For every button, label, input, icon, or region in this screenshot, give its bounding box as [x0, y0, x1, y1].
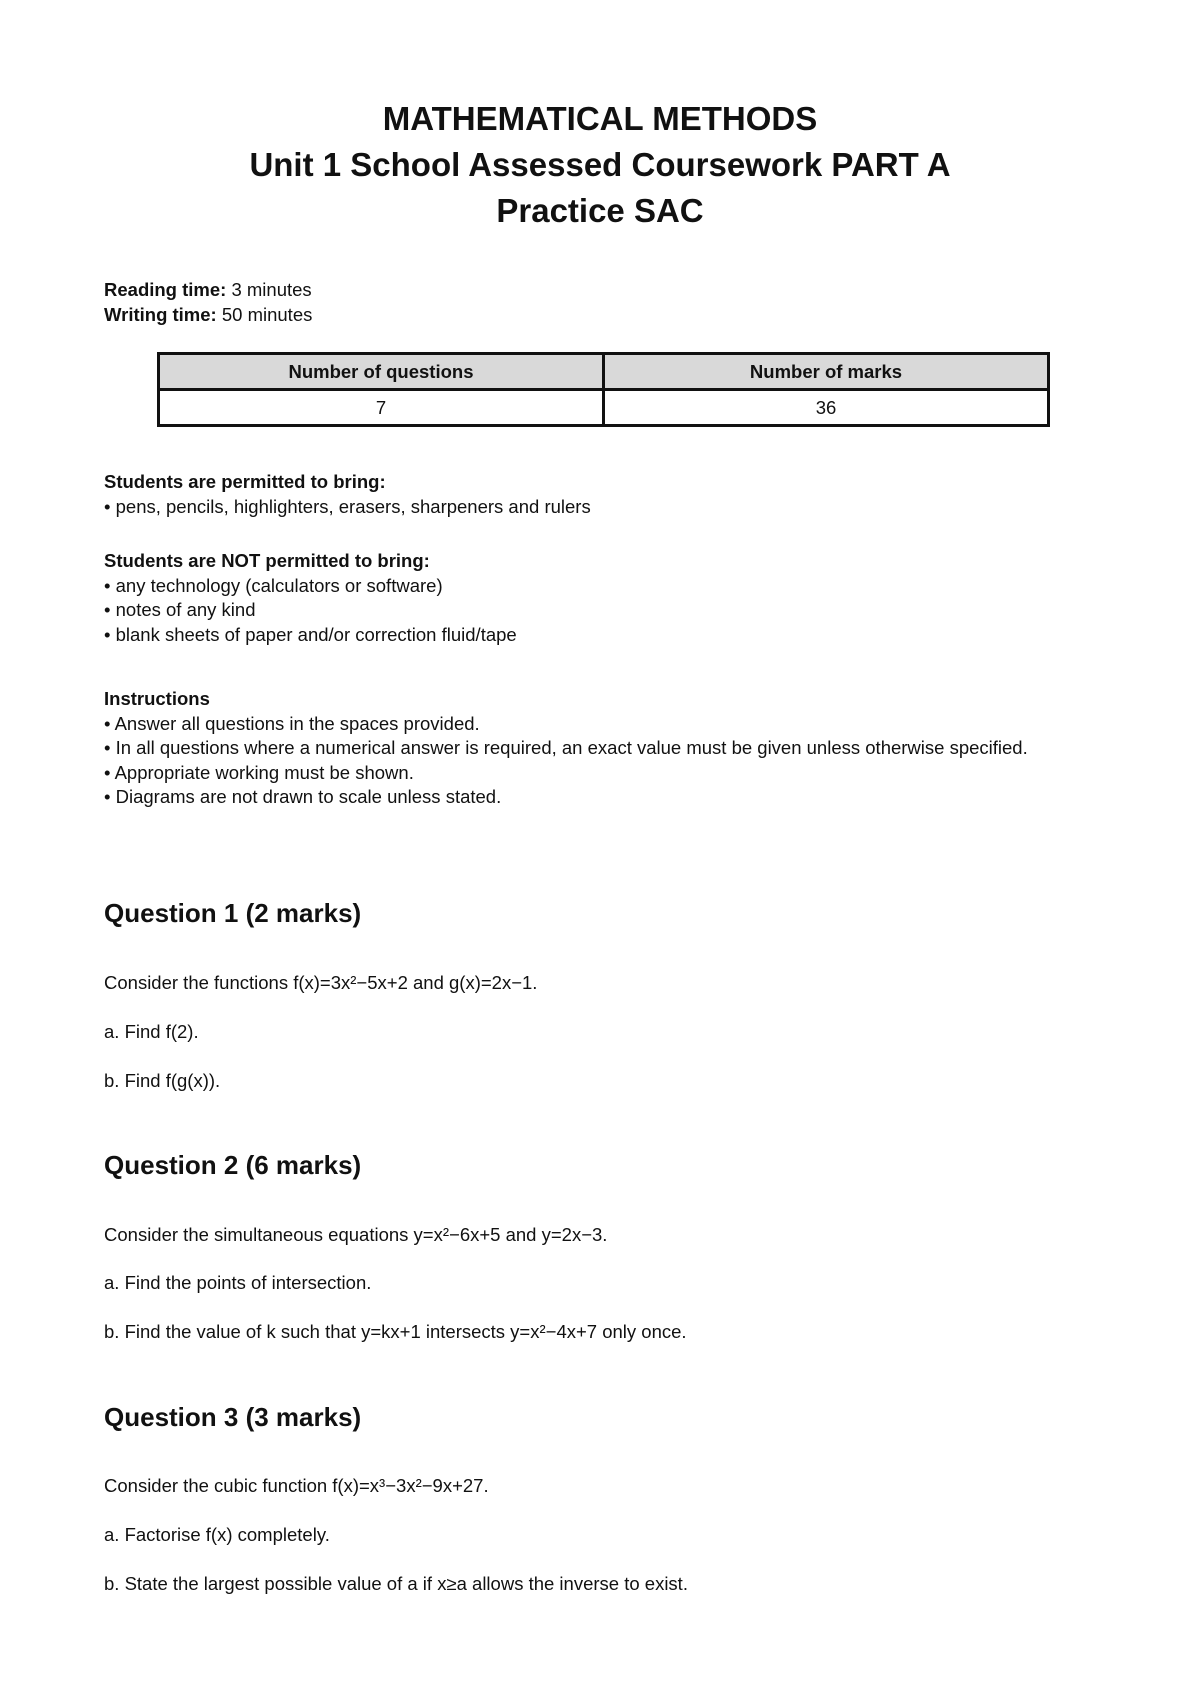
instruction-item: • In all questions where a numerical answer is required, an exact value must be given unless otherwise specified.	[104, 737, 1028, 758]
summary-table	[157, 352, 1050, 427]
question-2-part-a: a. Find the points of intersection.	[104, 1272, 372, 1293]
instructions-heading: Instructions	[104, 688, 210, 709]
question-3-part-a: a. Factorise f(x) completely.	[104, 1524, 330, 1545]
timing-info	[104, 277, 312, 327]
permitted-heading: Students are permitted to bring:	[104, 471, 386, 492]
question-3-intro: Consider the cubic function f(x)=x³−3x²−9x+27.	[104, 1475, 489, 1496]
question-1-part-b: b. Find f(g(x)).	[104, 1070, 221, 1091]
reading-time	[104, 277, 312, 302]
question-2-part-b: b. Find the value of k such that y=kx+1 intersects y=x²−4x+7 only once.	[104, 1321, 687, 1342]
document-title	[0, 96, 1200, 234]
writing-time-value: 50 minutes	[216, 304, 313, 325]
questions-count-header: Number of questions	[159, 354, 604, 390]
question-1-part-a: a. Find f(2).	[104, 1021, 199, 1042]
question-2-intro: Consider the simultaneous equations y=x²−6x+5 and y=2x−3.	[104, 1224, 608, 1245]
questions-count-value: 7	[159, 390, 604, 426]
question-2-heading: Question 2 (6 marks)	[104, 1150, 362, 1180]
title-practice: Practice SAC	[496, 192, 704, 229]
writing-time	[104, 302, 312, 327]
writing-time-label: Writing time:	[104, 304, 217, 325]
not-permitted-heading: Students are NOT permitted to bring:	[104, 550, 430, 571]
not-permitted-section	[104, 549, 517, 647]
question-1-intro: Consider the functions f(x)=3x²−5x+2 and g(x)=2x−1.	[104, 972, 538, 993]
permitted-section	[104, 470, 591, 519]
marks-count-header: Number of marks	[604, 354, 1049, 390]
reading-time-label: Reading time:	[104, 279, 227, 300]
instruction-item: • Diagrams are not drawn to scale unless stated.	[104, 786, 502, 807]
title-subject: MATHEMATICAL METHODS	[382, 100, 818, 137]
question-3-heading: Question 3 (3 marks)	[104, 1402, 362, 1432]
summary-header-row	[159, 354, 1049, 390]
not-permitted-item: • notes of any kind	[104, 599, 256, 620]
instructions-section	[104, 687, 1064, 810]
instruction-item: • Answer all questions in the spaces provided.	[104, 712, 480, 734]
reading-time-value: 3 minutes	[226, 279, 312, 300]
question-3-part-b: b. State the largest possible value of a if x≥a allows the inverse to exist.	[104, 1573, 688, 1594]
not-permitted-item: • any technology (calculators or software)	[104, 574, 443, 596]
permitted-item: • pens, pencils, highlighters, erasers, sharpeners and rulers	[104, 495, 591, 517]
question-1-heading: Question 1 (2 marks)	[104, 898, 362, 928]
instruction-item: • Appropriate working must be shown.	[104, 761, 414, 783]
summary-value-row	[159, 390, 1049, 426]
title-unit: Unit 1 School Assessed Coursework PART A	[249, 146, 951, 183]
not-permitted-item: • blank sheets of paper and/or correction fluid/tape	[104, 623, 517, 645]
marks-count-value: 36	[604, 390, 1049, 426]
